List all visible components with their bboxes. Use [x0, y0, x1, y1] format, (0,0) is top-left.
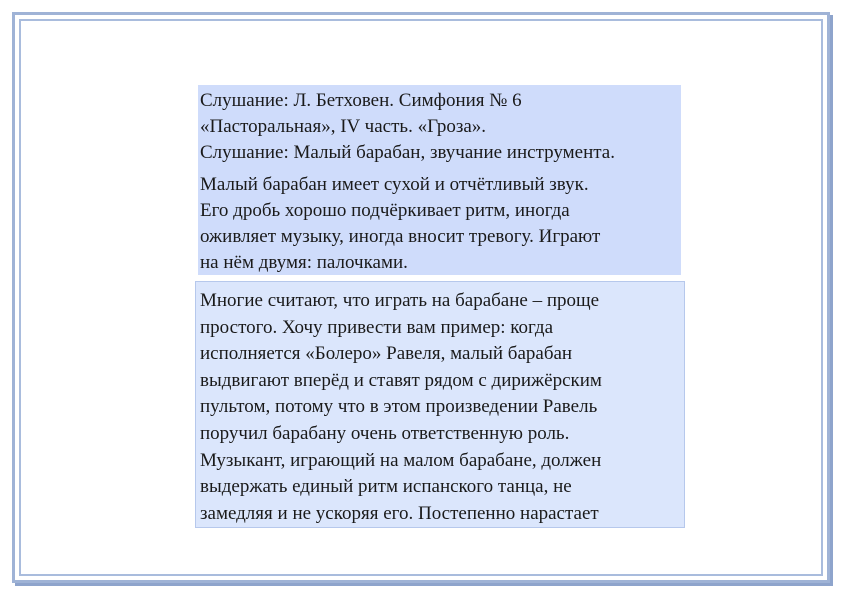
paragraph-line-3: оживляет музыку, иногда вносит тревогу. Играют: [200, 226, 601, 247]
listening-line-3: Слушание: Малый барабан, звучание инструмента.: [200, 142, 615, 163]
bolero-line-4: выдвигают вперёд и ставят рядом с дирижёрским: [200, 369, 602, 391]
paragraph-line-4: на нём двумя: палочками.: [200, 252, 408, 273]
bolero-line-2: простого. Хочу привести вам пример: когда: [200, 316, 554, 338]
bolero-line-7: Музыкант, играющий на малом барабане, должен: [200, 449, 602, 471]
bolero-line-5: пультом, потому что в этом произведении Равель: [200, 396, 598, 418]
bolero-line-9: замедляя и не ускоряя его. Постепенно нарастает: [200, 502, 599, 524]
listening-text-box: [198, 85, 681, 275]
bolero-line-6: поручил барабану очень ответственную роль.: [200, 422, 570, 444]
bolero-line-3: исполняется «Болеро» Равеля, малый барабан: [200, 343, 573, 365]
bolero-line-8: выдержать единый ритм испанского танца, не: [200, 476, 572, 498]
bolero-line-1: Многие считают, что играть на барабане – проще: [200, 290, 600, 311]
paragraph-line-1: Малый барабан имеет сухой и отчётливый звук.: [200, 174, 589, 195]
snare-drum-paragraph: [200, 172, 681, 276]
paragraph-line-2: Его дробь хорошо подчёркивает ритм, иногда: [200, 200, 570, 221]
listening-line-1: Слушание: Л. Бетховен. Симфония № 6: [200, 90, 522, 111]
listening-line-2: «Пасторальная», IV часть. «Гроза».: [200, 116, 487, 137]
bolero-text-box: [195, 281, 685, 528]
